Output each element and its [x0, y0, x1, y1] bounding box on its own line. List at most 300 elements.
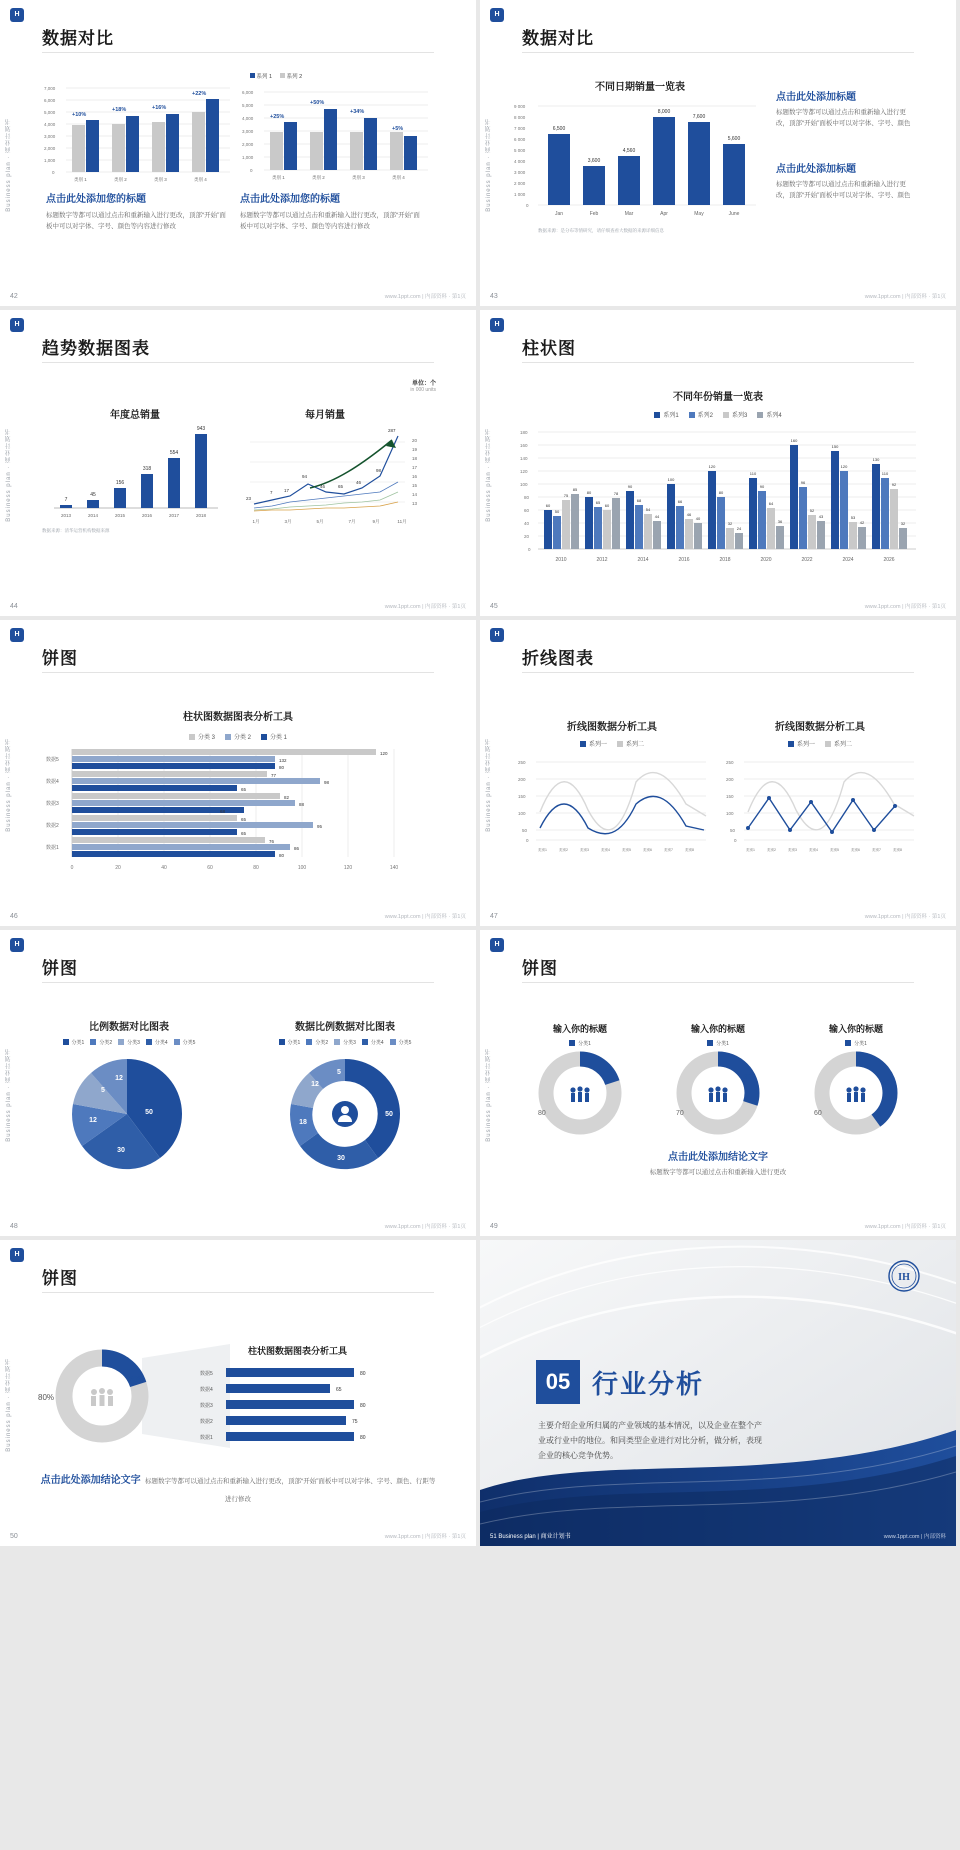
svg-text:100: 100 — [726, 811, 734, 816]
horizontal-bar-chart — [44, 745, 434, 880]
block-heading: 点击此处添加您的标题 — [46, 194, 146, 205]
svg-text:类别5: 类别5 — [830, 848, 839, 852]
svg-text:2016: 2016 — [678, 557, 690, 563]
svg-text:65: 65 — [338, 484, 344, 489]
donut-rest: 70 — [676, 1110, 684, 1117]
chart-source: 数据来源：清华运营机构数据来源 — [42, 528, 110, 533]
legend-item: 系列 1 — [250, 72, 272, 80]
svg-text:Feb: Feb — [589, 211, 599, 217]
donut-chart-2 — [663, 1051, 773, 1136]
svg-text:140: 140 — [520, 456, 528, 461]
svg-text:30: 30 — [117, 1147, 125, 1154]
svg-text:287: 287 — [388, 428, 396, 433]
legend-item: 系列二 — [825, 739, 852, 748]
svg-text:46: 46 — [356, 480, 362, 485]
slide-footer: www.1ppt.com | 内部资料 · 第1页 — [384, 294, 466, 300]
svg-text:120: 120 — [380, 751, 388, 756]
svg-text:8,000: 8,000 — [657, 109, 671, 115]
brand-logo: H — [10, 1248, 24, 1262]
svg-text:7月: 7月 — [348, 519, 356, 524]
text-block-1 — [776, 88, 916, 129]
svg-text:98: 98 — [324, 780, 330, 785]
svg-text:0: 0 — [528, 547, 531, 552]
page-title: 饼图 — [522, 959, 558, 978]
svg-text:160: 160 — [520, 443, 528, 448]
svg-text:12: 12 — [115, 1075, 123, 1082]
svg-text:6,500: 6,500 — [552, 126, 566, 132]
svg-text:4 000: 4 000 — [514, 159, 526, 164]
svg-text:92: 92 — [891, 482, 897, 487]
svg-text:2016: 2016 — [141, 513, 153, 518]
svg-text:120: 120 — [343, 865, 353, 871]
svg-text:94: 94 — [302, 474, 308, 479]
chart-left — [42, 82, 232, 187]
doughnut-title: 数据比例数据对比图表 分类1 分类2 分类3 分类4 分类5 — [250, 1018, 440, 1046]
svg-text:65: 65 — [336, 1387, 342, 1393]
side-label: Business plan · 商业计划书 — [486, 118, 492, 212]
svg-text:数据5: 数据5 — [46, 757, 59, 763]
slide-footer: www.1ppt.com | 内部资料 · 第1页 — [864, 604, 946, 610]
svg-text:Apr: Apr — [660, 211, 668, 217]
slide-footer: www.1ppt.com | 内部资料 · 第1页 — [864, 294, 946, 300]
legend-item: 分类 3 — [189, 732, 215, 741]
page-number: 50 — [10, 1533, 18, 1540]
svg-text:6,000: 6,000 — [44, 98, 56, 103]
svg-text:140: 140 — [389, 865, 399, 871]
svg-text:77: 77 — [271, 773, 277, 778]
section-body: 主要介绍企业所归属的产业领域的基本情况，以及企业在整个产业或行业中的地位。和同类型企业进行对比分析，做分析，表现企业的核心竞争优势。 — [538, 1421, 762, 1461]
svg-text:0: 0 — [250, 168, 253, 173]
svg-text:80: 80 — [279, 853, 285, 858]
svg-text:0: 0 — [52, 170, 55, 175]
svg-text:Jan: Jan — [554, 211, 564, 217]
svg-text:110: 110 — [881, 471, 889, 476]
pie-chart — [62, 1052, 192, 1182]
svg-text:32: 32 — [727, 521, 733, 526]
line-chart-left — [516, 752, 711, 857]
brand-logo: H — [490, 318, 504, 332]
conclusion — [480, 1148, 956, 1178]
side-label: Business plan · 商业计划书 — [6, 738, 12, 832]
svg-text:2026: 2026 — [883, 557, 895, 563]
donut-rest: 80 — [538, 1110, 546, 1117]
svg-text:110: 110 — [749, 471, 757, 476]
page-number: 46 — [10, 913, 18, 920]
text-block-1 — [46, 190, 226, 232]
svg-text:类别6: 类别6 — [851, 848, 860, 852]
svg-text:23: 23 — [246, 496, 252, 501]
svg-text:50: 50 — [145, 1109, 153, 1116]
svg-text:类别 2: 类别 2 — [312, 175, 325, 180]
monthly-sales-line-chart — [240, 422, 440, 532]
legend-item: 分类1 — [63, 1039, 85, 1046]
svg-text:类别 4: 类别 4 — [194, 177, 207, 182]
svg-text:40: 40 — [695, 516, 701, 521]
svg-text:150: 150 — [831, 444, 839, 449]
bar-panel: 柱状图数据图表分析工具 数据5 数据4 数据3 数据2 数据1 80 65 80 75 80 — [200, 1344, 395, 1447]
page-number: 45 — [490, 603, 498, 610]
svg-text:200: 200 — [518, 777, 526, 782]
side-label: Business plan · 商业计划书 — [6, 1358, 12, 1452]
slide-footer: www.1ppt.com | 内部资料 · 第1页 — [384, 914, 466, 920]
svg-text:2018: 2018 — [195, 513, 207, 518]
svg-text:50: 50 — [554, 509, 560, 514]
block-heading: 点击此处添加标题 — [776, 164, 856, 175]
brand-logo: H — [490, 938, 504, 952]
svg-text:50: 50 — [730, 828, 736, 833]
svg-text:20: 20 — [412, 438, 418, 443]
svg-text:类别7: 类别7 — [872, 848, 881, 852]
chart-right — [240, 82, 430, 187]
donut-value: 20 — [606, 1068, 614, 1075]
svg-text:96: 96 — [800, 480, 806, 485]
legend-item: 分类5 — [174, 1039, 196, 1046]
svg-text:19: 19 — [412, 447, 418, 452]
svg-text:数据4: 数据4 — [200, 1387, 213, 1393]
svg-text:75: 75 — [563, 493, 569, 498]
svg-text:+18%: +18% — [112, 107, 127, 113]
svg-text:82: 82 — [284, 795, 290, 800]
donut-value: 20% — [129, 1375, 146, 1384]
svg-text:2015: 2015 — [114, 513, 126, 518]
svg-text:类别5: 类别5 — [622, 848, 631, 852]
conclusion — [40, 1470, 436, 1506]
left-chart-title: 年度总销量 — [110, 410, 160, 421]
side-label: Business plan · 商业计划书 — [486, 738, 492, 832]
svg-text:+22%: +22% — [192, 91, 207, 97]
donut-rest: 60 — [814, 1110, 822, 1117]
svg-text:5,600: 5,600 — [727, 136, 741, 142]
legend-item: 分类4 — [362, 1039, 384, 1046]
svg-text:3,600: 3,600 — [587, 158, 601, 164]
svg-text:3月: 3月 — [284, 519, 292, 524]
svg-text:100: 100 — [518, 811, 526, 816]
svg-text:80: 80 — [360, 1435, 366, 1441]
svg-text:类别 4: 类别 4 — [392, 175, 405, 180]
svg-text:类别 3: 类别 3 — [154, 177, 167, 182]
svg-text:30: 30 — [337, 1155, 345, 1162]
page-number: 48 — [10, 1223, 18, 1230]
cover-footer-left: 51 Business plan | 商业计划书 — [490, 1534, 571, 1540]
svg-text:100: 100 — [520, 482, 528, 487]
title-divider — [522, 982, 914, 983]
svg-text:May: May — [694, 211, 704, 217]
svg-text:类别 3: 类别 3 — [352, 175, 365, 180]
svg-text:数据2: 数据2 — [200, 1419, 213, 1425]
title-divider — [522, 672, 914, 673]
svg-text:0: 0 — [526, 838, 529, 843]
svg-text:46: 46 — [320, 484, 326, 489]
svg-text:类别3: 类别3 — [580, 848, 589, 852]
svg-text:类别4: 类别4 — [809, 848, 818, 852]
svg-text:数据3: 数据3 — [46, 801, 59, 807]
svg-text:53: 53 — [850, 515, 856, 520]
legend — [0, 732, 476, 741]
svg-text:65: 65 — [241, 831, 247, 836]
svg-text:5: 5 — [337, 1069, 341, 1076]
title-divider — [522, 52, 914, 53]
svg-text:Mar: Mar — [624, 211, 634, 217]
left-chart-title: 折线图数据分析工具 系列一 系列二 — [567, 722, 657, 748]
svg-text:类别 1: 类别 1 — [272, 175, 285, 180]
svg-text:2024: 2024 — [842, 557, 854, 563]
legend-item: 分类4 — [146, 1039, 168, 1046]
legend-item: 分类 2 — [225, 732, 251, 741]
svg-text:17: 17 — [284, 488, 290, 493]
svg-text:2020: 2020 — [760, 557, 772, 563]
side-label: Business plan · 商业计划书 — [6, 118, 12, 212]
svg-text:120: 120 — [840, 464, 848, 469]
svg-text:554: 554 — [169, 450, 179, 456]
page-title: 数据对比 — [522, 29, 594, 48]
svg-text:68: 68 — [636, 498, 642, 503]
grouped-bar-chart — [520, 422, 920, 572]
svg-text:4,000: 4,000 — [242, 116, 254, 121]
svg-text:100: 100 — [297, 865, 307, 871]
svg-text:42: 42 — [859, 520, 865, 525]
block-text: 标题数字等都可以通过点击和重新输入进行更改，顶部“开始”面板中可以对字体、字号、颜色 — [776, 109, 911, 128]
unit-label: 单位：个 in 000 units — [410, 381, 436, 393]
svg-text:65: 65 — [241, 787, 247, 792]
svg-text:类别1: 类别1 — [538, 848, 547, 852]
svg-text:80: 80 — [279, 765, 285, 770]
slide-44 — [0, 310, 476, 616]
svg-text:3 000: 3 000 — [514, 170, 526, 175]
slide-footer: www.1ppt.com | 内部资料 · 第1页 — [864, 914, 946, 920]
svg-text:9 000: 9 000 — [514, 104, 526, 109]
page-title: 饼图 — [42, 649, 78, 668]
svg-text:2018: 2018 — [719, 557, 731, 563]
svg-text:类别 2: 类别 2 — [114, 177, 127, 182]
svg-text:7,600: 7,600 — [692, 114, 706, 120]
svg-text:46: 46 — [686, 512, 692, 517]
side-label: Business plan · 商业计划书 — [6, 1048, 12, 1142]
slide-42 — [0, 0, 476, 306]
brand-logo: H — [10, 318, 24, 332]
side-label: Business plan · 商业计划书 — [486, 1048, 492, 1142]
svg-text:14: 14 — [412, 492, 418, 497]
svg-text:132: 132 — [279, 758, 287, 763]
legend-item: 分类1 — [279, 1039, 301, 1046]
svg-text:318: 318 — [142, 466, 152, 472]
conclusion-text: 标题数字等都可以通过点击和重新输入进行更改，顶部“开始”面板中可以对字体、字号、颜色、行距等进行修改 — [145, 1478, 436, 1503]
chart-title: 不同年份销量一览表 — [673, 392, 763, 403]
legend-item: 系列4 — [757, 410, 781, 419]
svg-text:数据3: 数据3 — [200, 1403, 213, 1409]
svg-text:60: 60 — [524, 508, 530, 513]
svg-text:类别6: 类别6 — [643, 848, 652, 852]
chart-title: 不同日期销量一览表 — [595, 82, 685, 93]
svg-text:36: 36 — [777, 519, 783, 524]
brand-logo: H — [490, 628, 504, 642]
svg-text:80: 80 — [360, 1371, 366, 1377]
svg-text:2 000: 2 000 — [514, 181, 526, 186]
svg-text:16: 16 — [412, 474, 418, 479]
svg-text:7 000: 7 000 — [514, 126, 526, 131]
svg-text:54: 54 — [645, 507, 651, 512]
svg-text:数据1: 数据1 — [46, 845, 59, 851]
svg-text:数据1: 数据1 — [200, 1435, 213, 1441]
svg-text:0: 0 — [526, 203, 529, 208]
side-label: Business plan · 商业计划书 — [486, 428, 492, 522]
slide-47 — [480, 620, 956, 926]
svg-text:类别7: 类别7 — [664, 848, 673, 852]
conclusion-text: 标题数字等都可以通过点击和重新输入进行更改 — [649, 1169, 787, 1176]
brand-logo: H — [10, 628, 24, 642]
legend-item: 系列 2 — [280, 72, 302, 80]
svg-text:75: 75 — [352, 1419, 358, 1425]
legend-item: 系列3 — [723, 410, 747, 419]
svg-text:80: 80 — [253, 865, 259, 871]
svg-text:65: 65 — [595, 500, 601, 505]
svg-text:类别4: 类别4 — [601, 848, 610, 852]
brand-logo: H — [10, 938, 24, 952]
legend-item: 分类2 — [90, 1039, 112, 1046]
svg-text:86: 86 — [294, 846, 300, 851]
svg-text:类别2: 类别2 — [767, 848, 776, 852]
svg-text:7: 7 — [270, 490, 273, 495]
svg-text:250: 250 — [726, 760, 734, 765]
title-divider — [522, 362, 914, 363]
svg-text:1,000: 1,000 — [44, 158, 56, 163]
page-title: 趋势数据图表 — [42, 339, 150, 358]
svg-text:1,000: 1,000 — [242, 155, 254, 160]
svg-text:98: 98 — [376, 468, 382, 473]
svg-text:5,000: 5,000 — [242, 103, 254, 108]
svg-text:类别8: 类别8 — [893, 848, 902, 852]
svg-text:20: 20 — [524, 534, 530, 539]
svg-text:数据4: 数据4 — [46, 779, 59, 785]
brand-logo: H — [10, 8, 24, 22]
svg-text:943: 943 — [196, 426, 206, 432]
svg-text:1月: 1月 — [252, 519, 260, 524]
svg-text:数据5: 数据5 — [200, 1371, 213, 1377]
svg-text:80: 80 — [718, 490, 724, 495]
svg-text:+5%: +5% — [392, 126, 404, 132]
chart-title: 柱状图数据图表分析工具 — [183, 712, 293, 723]
svg-text:76: 76 — [269, 839, 275, 844]
svg-text:66: 66 — [677, 499, 683, 504]
svg-text:June: June — [728, 211, 740, 217]
legend-item: 分类 1 — [261, 732, 287, 741]
svg-text:5月: 5月 — [316, 519, 324, 524]
chart-source: 数据来源：是分布等情研究，请仔细查看大数据的来源详细信息 — [538, 228, 664, 233]
legend-item: 系列2 — [689, 410, 713, 419]
page-number: 44 — [10, 603, 18, 610]
svg-text:150: 150 — [518, 794, 526, 799]
legend-item: 分类3 — [334, 1039, 356, 1046]
annual-sales-bar-chart — [42, 422, 222, 532]
svg-text:78: 78 — [613, 491, 619, 496]
block-text: 标题数字等都可以通过点击和重新输入进行更改，顶部“开始”面板中可以对字体、字号、颜色 — [776, 181, 911, 200]
svg-text:1 000: 1 000 — [514, 192, 526, 197]
svg-text:60: 60 — [545, 503, 551, 508]
brand-logo: H — [490, 8, 504, 22]
legend-item: 分类2 — [306, 1039, 328, 1046]
svg-text:18: 18 — [299, 1119, 307, 1126]
svg-text:80: 80 — [360, 1403, 366, 1409]
slide-49 — [480, 930, 956, 1236]
page-title: 数据对比 — [42, 29, 114, 48]
text-block-2 — [776, 160, 916, 201]
legend-item: 系列1 — [654, 410, 678, 419]
svg-text:12: 12 — [311, 1081, 319, 1088]
svg-text:数据2: 数据2 — [46, 823, 59, 829]
svg-text:160: 160 — [790, 438, 798, 443]
donut-block-3: 输入你的标题 分类1 40 60 — [796, 1022, 916, 1136]
bar-chart — [510, 96, 760, 226]
svg-text:+50%: +50% — [310, 100, 325, 106]
svg-text:5,000: 5,000 — [44, 110, 56, 115]
svg-text:12: 12 — [89, 1117, 97, 1124]
block-text: 标题数字等都可以通过点击和重新输入进行更改，顶部“开始”面板中可以对字体、字号、颜色等内容进行修改 — [46, 212, 226, 231]
svg-text:40: 40 — [524, 521, 530, 526]
slide-footer: www.1ppt.com | 内部资料 · 第1页 — [384, 1224, 466, 1230]
svg-text:+34%: +34% — [350, 109, 365, 115]
slide-51 — [480, 1240, 956, 1546]
conclusion-heading: 点击此处添加结论文字 — [668, 1152, 768, 1163]
svg-text:120: 120 — [708, 464, 716, 469]
slide-48 — [0, 930, 476, 1236]
svg-text:3,000: 3,000 — [242, 129, 254, 134]
donut-chart-1 — [525, 1051, 635, 1136]
conclusion-heading: 点击此处添加结论文字 — [40, 1475, 141, 1486]
svg-text:2010: 2010 — [555, 557, 567, 563]
svg-text:85: 85 — [572, 487, 578, 492]
legend — [480, 410, 956, 419]
svg-text:2,000: 2,000 — [242, 142, 254, 147]
title-divider — [42, 52, 434, 53]
legend-item: 分类5 — [390, 1039, 412, 1046]
svg-text:95: 95 — [317, 824, 323, 829]
svg-text:18: 18 — [412, 456, 418, 461]
svg-text:类别8: 类别8 — [685, 848, 694, 852]
page-title: 饼图 — [42, 959, 78, 978]
slide-46 — [0, 620, 476, 926]
svg-text:7: 7 — [64, 497, 68, 503]
svg-text:类别 1: 类别 1 — [74, 177, 87, 182]
svg-text:4,000: 4,000 — [44, 122, 56, 127]
page-number: 47 — [490, 913, 498, 920]
page-title: 饼图 — [42, 1269, 78, 1288]
legend-item: 系列二 — [617, 739, 644, 748]
cover-footer-right: www.1ppt.com | 内部资料 — [883, 1534, 946, 1540]
block-heading: 点击此处添加标题 — [776, 92, 856, 103]
svg-text:20: 20 — [115, 865, 121, 871]
svg-text:40: 40 — [161, 865, 167, 871]
slide-50 — [0, 1240, 476, 1546]
page-number: 49 — [490, 1223, 498, 1230]
section-number: 05 — [536, 1360, 580, 1404]
svg-text:60: 60 — [604, 503, 610, 508]
donut-chart-3 — [801, 1051, 911, 1136]
legend-left — [250, 72, 302, 80]
donut-block-1: 输入你的标题 分类1 20 80 — [520, 1022, 640, 1136]
svg-text:250: 250 — [518, 760, 526, 765]
svg-text:100: 100 — [667, 477, 675, 482]
svg-text:2017: 2017 — [168, 513, 180, 518]
donut-value: 30 — [744, 1074, 752, 1081]
block-heading: 点击此处添加您的标题 — [240, 194, 340, 205]
panel-bar-chart — [200, 1363, 390, 1447]
legend-item: 系列一 — [580, 739, 607, 748]
svg-text:88: 88 — [299, 802, 305, 807]
title-divider — [42, 982, 434, 983]
svg-text:0: 0 — [70, 865, 74, 871]
donut-value: 40 — [882, 1080, 890, 1087]
svg-text:6 000: 6 000 — [514, 137, 526, 142]
title-divider — [42, 672, 434, 673]
